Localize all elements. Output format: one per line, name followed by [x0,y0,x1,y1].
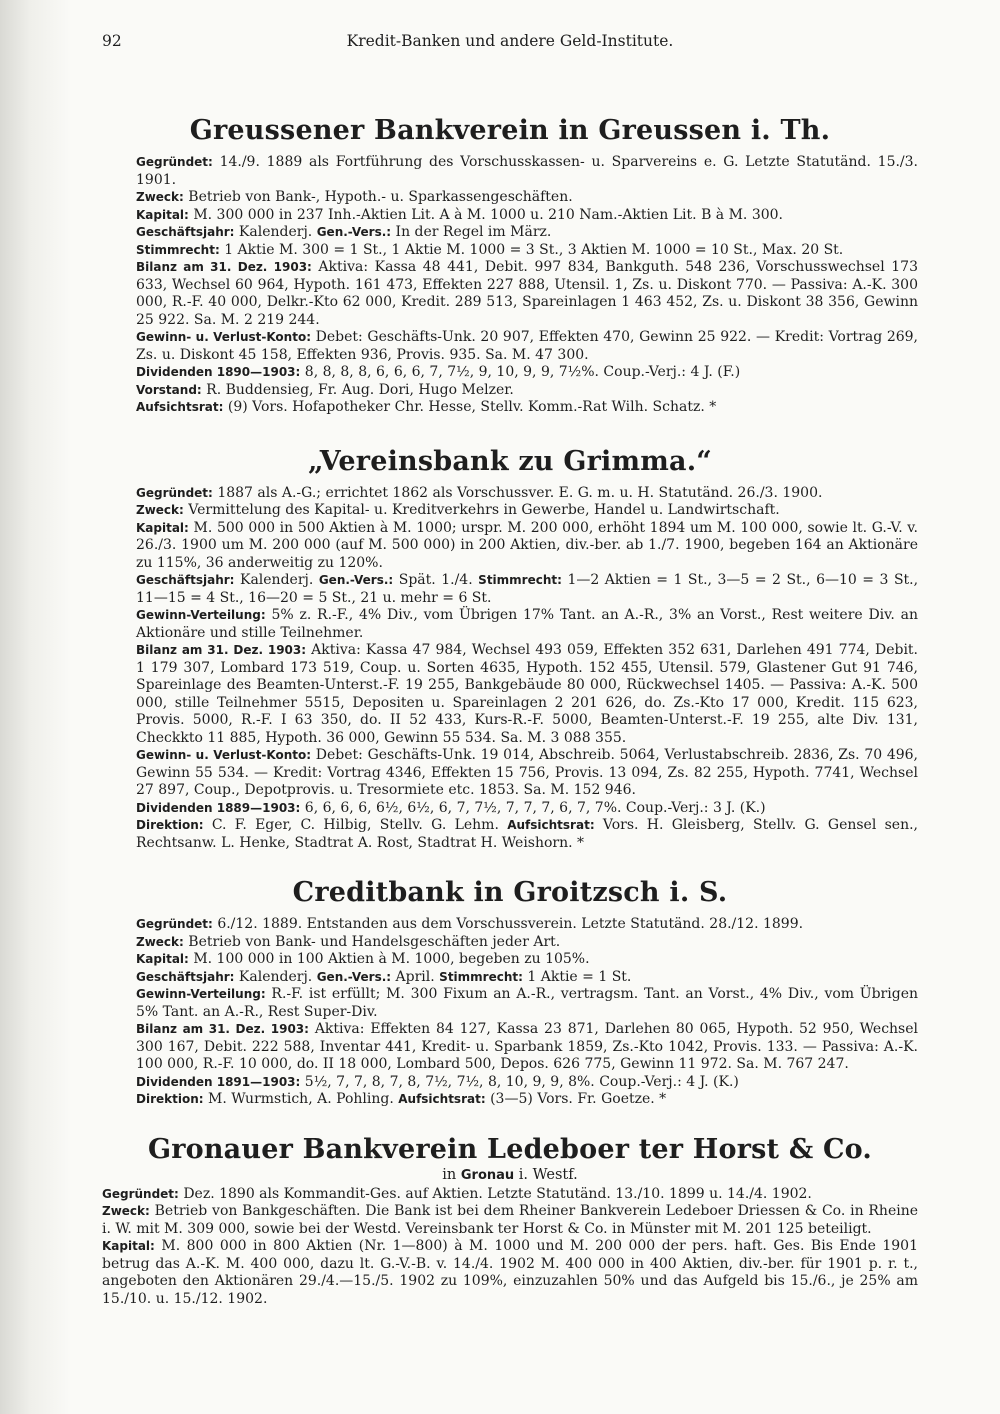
field-kapital: Kapital: M. 800 000 in 800 Aktien (Nr. 1—800) à M. 1000 und M. 200 000 der pers. haft. Ges. Bis Ende 1901 betrug das A.-K. M. 400 000, dazu lt. G.-V.-B. v. 14./4. 1902 M. 400 000 in 400 Aktien, div.-ber. für 1901 p. r. t., angeboten den Aktionären 29./4.—15./5. 1902 zu 109%, einzuzahlen 50% und das Aufgeld bis 15./6., je 25% am 15./10. u. 15./12. 1902. [102,1238,918,1307]
section-title: Greussener Bankverein in Greussen i. Th. [189,115,831,146]
section-title: „Vereinsbank zu Grimma.“ [307,445,713,477]
field-zweck: Zweck: Vermittelung des Kapital- u. Kreditverkehrs in Gewerbe, Handel u. Landwirtschaft. [136,502,780,518]
field-direktion: Direktion: M. Wurmstich, A. Pohling. Aufsichtsrat: (3—5) Vors. Fr. Goetze. * [136,1091,667,1107]
field-dividenden: Dividenden 1890—1903: 8, 8, 8, 8, 6, 6, 6, 7, 7½, 9, 10, 9, 9, 7½%. Coup.-Verj.: 4 J. (F.) [136,364,741,380]
page-number: 92 [102,32,122,50]
field-bilanz: Bilanz am 31. Dez. 1903: Aktiva: Kassa 48 441, Debit. 997 834, Bankguth. 548 236, Vorschusswechsel 173 633, Wechsel 60 964, Hypoth. 161 473, Effekten 227 888, Utensil. 1, Zs. u. Diskont 770. — Passiva: A.-K. 300 000, R.-F. 40 000, Delkr.-Kto 62 000, Kredit. 289 513, Spareinlagen 1 463 452, Zs. u. Diskont 38 356, Gewinn 25 922. Sa. M. 2 219 244. [136,259,918,328]
section-subtitle: in Gronau i. Westf. [442,1166,578,1183]
field-geschaeftsjahr: Geschäftsjahr: Kalenderj. Gen.-Vers.: Spät. 1./4. Stimmrecht: 1—2 Aktien = 1 St., 3—5 = 2 St., 6—10 = 3 St., 11—15 = 4 St., 16—20 = 5 St., 21 u. mehr = 6 St. [136,572,919,606]
running-head [102,32,918,62]
field-gegruendet: Gegründet: 6./12. 1889. Entstanden aus dem Vorschussverein. Letzte Statutänd. 28./12. 1899. [136,916,804,932]
section-title: Gronauer Bankverein Ledeboer ter Horst & Co. [147,1133,873,1165]
field-geschaeftsjahr: Geschäftsjahr: Kalenderj. Gen.-Vers.: April. Stimmrecht: 1 Aktie = 1 St. [136,968,632,985]
field-zweck: Zweck: Betrieb von Bank- und Handelsgeschäften jeder Art. [136,933,561,950]
section-gronauer-bankverein [102,1133,918,1309]
field-kapital: Kapital: M. 100 000 in 100 Aktien à M. 1000, begeben zu 105%. [136,951,590,967]
section-vereinsbank-grimma [102,445,918,853]
field-bilanz: Bilanz am 31. Dez. 1903: Aktiva: Effekten 84 127, Kassa 23 871, Darlehen 80 065, Hypoth. 52 950, Wechsel 300 167, Debit. 222 588, Inventar 441, Kredit- u. Sparbank 1859, Zs.-Kto 1042, Provis. 133. — Passiva: A.-K. 100 000, R.-F. 10 000, do. II 18 000, Lombard 500, Depos. 626 775, Gewinn 11 972. Sa. M. 767 247. [136,1021,918,1072]
field-gegruendet: Gegründet: Dez. 1890 als Kommandit-Ges. auf Aktien. Letzte Statutänd. 13./10. 1899 u. 14./4. 1902. [102,1185,812,1202]
running-title: Kredit-Banken und andere Geld-Institute. [346,32,674,50]
field-vorstand: Vorstand: R. Buddensieg, Fr. Aug. Dori, Hugo Melzer. [136,381,514,398]
field-kapital: Kapital: M. 500 000 in 500 Aktien à M. 1000; urspr. M. 200 000, erhöht 1894 um M. 100 000, sowie lt. G.-V. v. 26./3. 1900 um M. 200 000 (auf M. 500 000) in 200 Aktien, div.-ber. ab 1./7. 1900, begeben 164 an Aktionäre zu 115%, 36 anderweitig zu 120%. [136,519,919,571]
field-geschaeftsjahr: Geschäftsjahr: Kalenderj. Gen.-Vers.: In der Regel im März. [136,224,552,240]
field-zweck: Zweck: Betrieb von Bankgeschäften. Die Bank ist bei dem Rheiner Bankverein Ledeboer Driessen & Co. in Rheine i. W. mit M. 309 000, sowie bei der Westd. Vereinsbank ter Horst & Co. in Münster mit M. 201 125 beteiligt. [102,1203,919,1237]
field-direktion: Direktion: C. F. Eger, C. Hilbig, Stellv. G. Lehm. Aufsichtsrat: Vors. H. Gleisberg, Stellv. G. Gensel sen., Rechtsanw. L. Henke, Stadtrat A. Rost, Stadtrat H. Weishorn. * [136,817,918,851]
field-stimmrecht: Stimmrecht: 1 Aktie M. 300 = 1 St., 1 Aktie M. 1000 = 3 St., 3 Aktien M. 1000 = 10 St., Max. 20 St. [136,241,844,258]
section-creditbank-groitzsch [102,876,918,1109]
field-gewinn-verlust: Gewinn- u. Verlust-Konto: Debet: Geschäfts-Unk. 19 014, Abschreib. 5064, Verlustabschreib. 2836, Zs. 70 496, Gewinn 55 534. — Kredit: Vortrag 4346, Effekten 15 756, Provis. 13 094, Zs. 82 255, Hypoth. 7741, Wechsel 27 897, Coup., Depotprovis. u. Tresormiete etc. 1853. Sa. M. 152 946. [136,747,918,798]
field-gegruendet: Gegründet: 14./9. 1889 als Fortführung des Vorschusskassen- u. Sparvereins e. G. Letzte Statutänd. 15./3. 1901. [136,154,918,188]
field-dividenden: Dividenden 1891—1903: 5½, 7, 7, 8, 7, 8, 7½, 7½, 8, 10, 9, 9, 8%. Coup.-Verj.: 4 J. (K.) [136,1073,739,1090]
field-dividenden: Dividenden 1889—1903: 6, 6, 6, 6, 6½, 6½, 6, 7, 7½, 7, 7, 7, 6, 7, 7%. Coup.-Verj.: 3 J. (K.) [136,799,766,816]
section-greussener-bankverein [102,114,918,417]
section-title: Creditbank in Groitzsch i. S. [292,877,728,908]
field-gewinn-verteilung: Gewinn-Verteilung: 5% z. R.-F., 4% Div., vom Übrigen 17% Tant. an A.-R., 3% an Vorst., Rest weitere Div. an Aktionäre und stille Teilnehmer. [136,607,919,641]
field-aufsichtsrat: Aufsichtsrat: (9) Vors. Hofapotheker Chr. Hesse, Stellv. Komm.-Rat Wilh. Schatz. * [136,399,717,415]
field-gegruendet: Gegründet: 1887 als A.-G.; errichtet 1862 als Vorschussver. E. G. m. u. H. Statutänd. 26./3. 1900. [136,484,823,501]
field-bilanz: Bilanz am 31. Dez. 1903: Aktiva: Kassa 47 984, Wechsel 493 059, Effekten 352 631, Darlehen 491 774, Debit. 1 179 307, Lombard 173 519, Coup. u. Sorten 4635, Hypoth. 152 455, Utensil. 579, Glastener Gut 91 746, Spareinlage des Beamten-Unterst.-F. 19 255, Bankgebäude 80 000, Rückwechsel 1405. — Passiva: A.-K. 500 000, stille Teilnehmer 5515, Depositen u. Spareinlagen 2 201 626, do. Zs.-Kto 17 000, Kredit. 115 623, Provis. 5000, R.-F. I 63 350, do. II 52 433, Kurs-R.-F. 5000, Beamten-Unterst.-F. 19 255, alte Div. 131, Checkkto 11 885, Hypoth. 36 000, Gewinn 55 534. Sa. M. 3 088 355. [136,642,918,746]
field-gewinn-verlust: Gewinn- u. Verlust-Konto: Debet: Geschäfts-Unk. 20 907, Effekten 470, Gewinn 25 922. — Kredit: Vortrag 269, Zs. u. Diskont 45 158, Effekten 936, Provis. 935. Sa. M. 47 300. [136,329,918,363]
field-zweck: Zweck: Betrieb von Bank-, Hypoth.- u. Sparkassengeschäften. [136,189,573,205]
field-kapital: Kapital: M. 300 000 in 237 Inh.-Aktien Lit. A à M. 1000 u. 210 Nam.-Aktien Lit. B à M. 300. [136,206,784,223]
subtitle-place: Gronau [460,1167,515,1183]
field-gewinn-verteilung: Gewinn-Verteilung: R.-F. ist erfüllt; M. 300 Fixum an A.-R., vertragsm. Tant. an Vorst., 4% Div., vom Übrigen 5% Tant. an A.-R., Rest Super-Div. [136,986,918,1020]
